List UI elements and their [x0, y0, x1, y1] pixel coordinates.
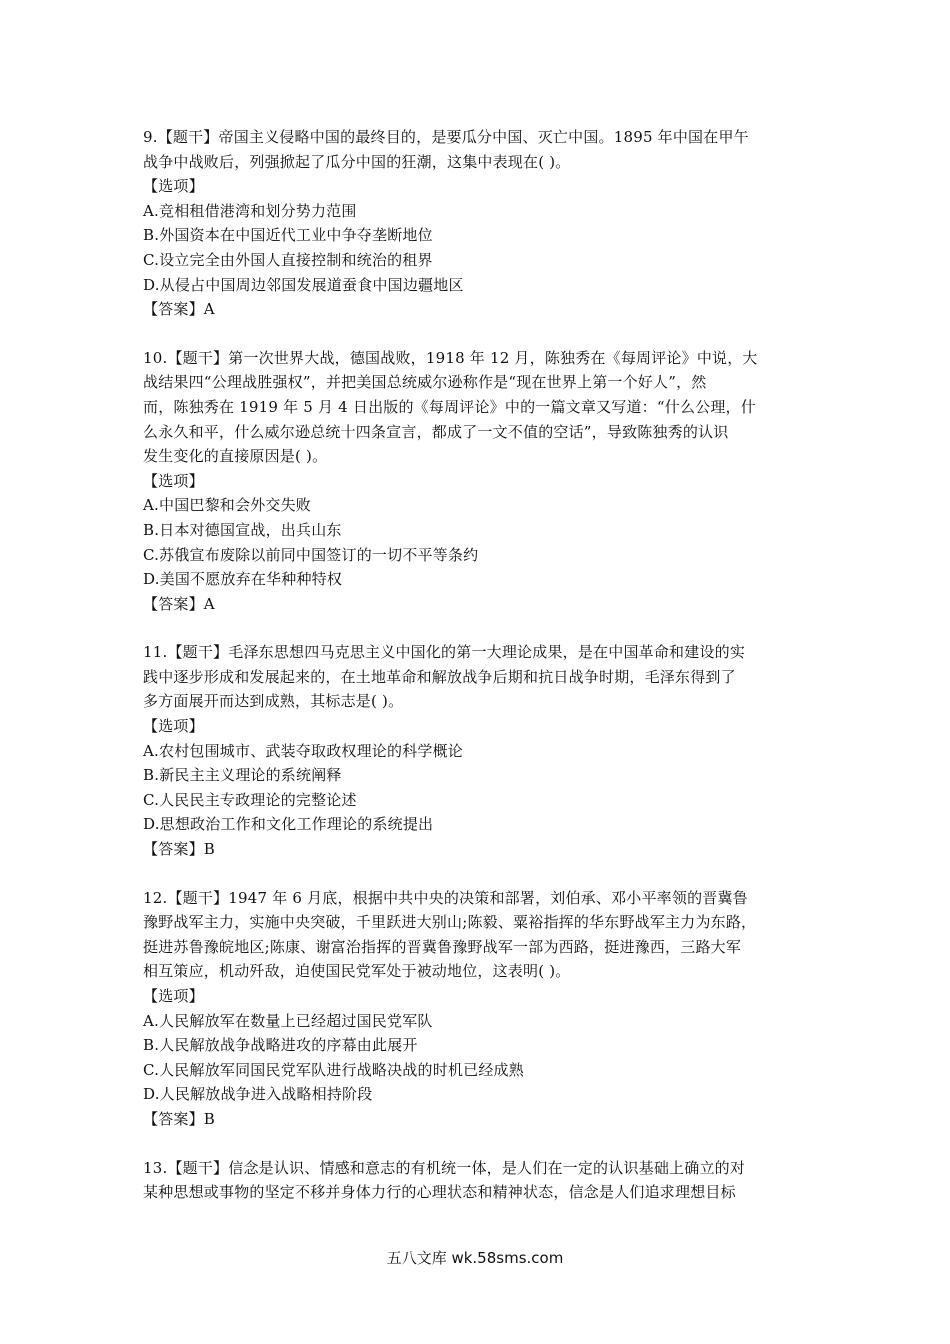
option-item: B.人民解放战争战略进攻的序幕由此展开: [143, 1036, 418, 1055]
question-list: [143, 125, 815, 1229]
question-stem-line: 9.【题干】帝国主义侵略中国的最终目的，是要瓜分中国、灭亡中国。1895 年中国在甲午: [143, 128, 749, 146]
option-item: D.从侵占中国周边邻国发展道蚕食中国边疆地区: [143, 275, 464, 294]
footer-watermark: 五八文库 wk.58sms.com: [386, 1249, 564, 1267]
question-block: [143, 346, 815, 617]
options-label: 【选项】: [143, 471, 204, 490]
option-item: B.日本对德国宣战，出兵山东: [143, 520, 342, 539]
option-item: B.新民主主义理论的系统阐释: [143, 766, 342, 785]
option-item: C.人民民主专政理论的完整论述: [143, 790, 357, 809]
question-stem-line: 发生变化的直接原因是( )。: [143, 447, 328, 466]
answer-line: 【答案】A: [143, 300, 215, 319]
options-label: 【选项】: [143, 717, 204, 736]
question-stem-line: 11.【题干】毛泽东思想四马克思主义中国化的第一大理论成果，是在中国革命和建设的实: [143, 643, 746, 662]
option-item: D.人民解放战争进入战略相持阶段: [143, 1085, 373, 1104]
options-label: 【选项】: [143, 987, 204, 1005]
option-item: C.人民解放军同国民党军队进行战略决战的时机已经成熟: [143, 1060, 524, 1079]
question-stem-line: 相互策应，机动歼敌，迫使国民党军处于被动地位，这表明( )。: [143, 962, 571, 981]
option-item: C.苏俄宣布废除以前同中国签订的一切不平等条约: [143, 545, 479, 564]
question-stem-line: 践中逐步形成和发展起来的，在土地革命和解放战争后期和抗日战争时期，毛泽东得到了: [143, 667, 736, 686]
answer-line: 【答案】A: [143, 594, 215, 613]
question-stem-line: 12.【题干】1947 年 6 月底，根据中共中央的决策和部署，刘伯承、邓小平率领的晋冀鲁: [143, 888, 748, 907]
question-block: [143, 886, 815, 1132]
option-item: C.设立完全由外国人直接控制和统治的租界: [143, 250, 433, 269]
option-item: D.美国不愿放弃在华种种特权: [143, 570, 343, 589]
question-stem-line: 挺进苏鲁豫皖地区;陈康、谢富治指挥的晋冀鲁豫野战军一部为西路，挺进豫西，三路大军: [143, 937, 742, 956]
question-stem-line: 么永久和平，什么威尔逊总统十四条宣言，都成了一文不值的空话”，导致陈独秀的认识: [143, 422, 729, 441]
answer-line: 【答案】B: [143, 1109, 216, 1128]
question-block: [143, 640, 815, 861]
answer-line: 【答案】B: [143, 840, 216, 859]
option-item: B.外国资本在中国近代工业中争夺垄断地位: [143, 226, 433, 245]
question-stem-line: 多方面展开而达到成熟，其标志是( )。: [143, 692, 404, 711]
option-item: A.人民解放军在数量上已经超过国民党军队: [143, 1011, 433, 1030]
options-label: 【选项】: [143, 177, 204, 196]
question-stem-line: 战结果四“公理战胜强权”，并把美国总统威尔逊称作是“现在世界上第一个好人”，然: [143, 373, 707, 392]
option-item: A.竞相租借港湾和划分势力范围: [143, 201, 357, 220]
question-stem-line: 某种思想或事物的坚定不移并身体力行的心理状态和精神状态，信念是人们追求理想目标: [143, 1183, 736, 1202]
question-stem-line: 豫野战军主力，实施中央突破，千里跃进大别山;陈毅、粟裕指挥的华东野战军主力为东路，: [143, 913, 757, 932]
question-stem-line: 10.【题干】第一次世界大战，德国战败，1918 年 12 月，陈独秀在《每周评论》中说，大: [143, 348, 758, 367]
question-block: [143, 1156, 815, 1205]
option-item: A.中国巴黎和会外交失败: [143, 496, 312, 515]
question-stem-line: 而，陈独秀在 1919 年 5 月 4 日出版的《每周评论》中的一篇文章又写道：“什么公理，什: [143, 397, 756, 416]
question-block: [143, 125, 815, 322]
question-stem-line: 13.【题干】信念是认识、情感和意志的有机统一体，是人们在一定的认识基础上确立的对: [143, 1158, 746, 1177]
option-item: D.思想政治工作和文化工作理论的系统提出: [143, 815, 434, 834]
option-item: A.农村包围城市、武装夺取政权理论的科学概论: [143, 741, 464, 760]
question-stem-line: 战争中战败后，列强掀起了瓜分中国的狂潮，这集中表现在( )。: [143, 152, 571, 171]
